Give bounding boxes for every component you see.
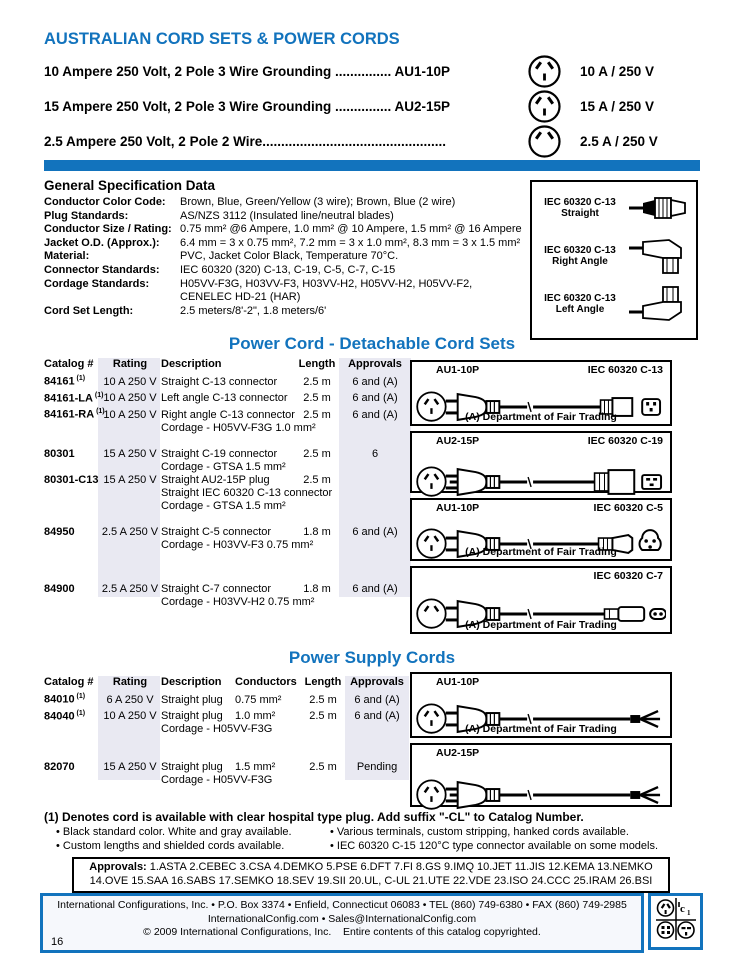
connector-style-name: IEC 60320 C-13 (544, 197, 616, 208)
spec-label: Conductor Color Code: (44, 196, 166, 208)
connector-style-type: Left Angle (555, 304, 605, 315)
footer-web-email: InternationalConfig.com • Sales@InternationalConfig.com (207, 912, 477, 925)
table-cell-desc: Cordage - H03VV-H2 0.75 mm² (161, 595, 315, 608)
table-cell-length: 2.5 m (309, 693, 337, 706)
footer-copyright: © 2009 International Configurations, Inc. Entire contents of this catalog copyrighted. (143, 926, 541, 938)
approval-caption: (A) Department of Fair Trading (465, 723, 617, 735)
page-title: AUSTRALIAN CORD SETS & POWER CORDS (44, 30, 400, 48)
rating-value: 15 A / 250 V (580, 99, 655, 114)
table-row (44, 487, 412, 500)
spec-label: Cordage Standards: (44, 277, 150, 290)
cord-image-box (410, 431, 672, 493)
table-cell-rating: 2.5 A 250 V (101, 525, 159, 538)
spec-value: Brown, Blue, Green/Yellow (3 wire); Brown, Blue (2 wire) (180, 196, 456, 208)
table-header-row (44, 358, 412, 372)
table-row (44, 448, 412, 461)
power-supply-images (410, 672, 672, 812)
spec-label (44, 291, 180, 305)
table-row (44, 596, 412, 609)
general-spec-title: General Specification Data (44, 178, 216, 193)
table-cell-desc: Cordage - GTSA 1.5 mm² (161, 460, 286, 473)
connector-type-label: IEC 60320 C-13 (587, 364, 663, 376)
table-cell-conductors: 1.0 mm² (235, 710, 276, 723)
spec-value: 2.5 meters/8'-2", 1.8 meters/6' (180, 304, 327, 317)
table-cell-approvals: 6 and (A) (352, 525, 398, 538)
table-cell-length: 1.8 m (303, 582, 331, 595)
footnote-marker: (1) (74, 375, 86, 382)
column-header: Conductors (235, 676, 297, 688)
au-socket-2pin-icon (524, 125, 564, 158)
column-header: Length (304, 676, 342, 688)
table-cell-conductors: 0.75 mm² (235, 693, 282, 706)
cord-image-box (410, 743, 672, 807)
spec-label: Jacket O.D. (Approx.): (44, 236, 160, 249)
approval-caption: (A) Department of Fair Trading (465, 411, 617, 423)
column-header: Approvals (350, 676, 404, 688)
table-cell-approvals: 6 and (A) (354, 693, 400, 706)
table-cell-rating: 2.5 A 250 V (101, 582, 159, 595)
table-cell-desc: Left angle C-13 connector (161, 392, 288, 405)
svg-text:1: 1 (686, 909, 690, 917)
connector-style-name: IEC 60320 C-13 (544, 293, 616, 304)
table-cell-catalog: 82070 (44, 761, 75, 774)
table-cell-rating: 10 A 250 V (103, 408, 157, 421)
table-row (44, 774, 410, 787)
column-header: Description (161, 676, 222, 688)
connector-type-label: IEC 60320 C-19 (587, 435, 663, 447)
table-cell-rating: 15 A 250 V (103, 761, 157, 774)
footnote-marker: (1) (94, 408, 105, 416)
table-cell-approvals: Pending (356, 761, 398, 774)
table-cell-length: 2.5 m (303, 392, 331, 405)
table-row (44, 707, 410, 724)
table-cell-desc: Straight C-5 connector (161, 525, 272, 538)
detachable-cord-sets-section (44, 358, 700, 648)
table-row (44, 539, 412, 552)
table-cell-catalog: 84161 $^{(1)}$ (44, 375, 86, 388)
approval-caption: (A) Department of Fair Trading (465, 619, 617, 631)
approvals-label: Approvals: (89, 861, 147, 873)
plug-type-label: AU2-15P (436, 435, 480, 447)
table-row (44, 372, 412, 389)
rating-value: 2.5 A / 250 V (580, 134, 658, 149)
table-row (44, 690, 410, 707)
cord-au1-c5-image (416, 524, 666, 564)
table-cell-catalog: 84161-LA $^{(1)}$ (44, 391, 104, 405)
table-cell-catalog: 84040 $^{(1)}$ (44, 709, 86, 723)
connector-type-label: IEC 60320 C-5 (593, 502, 663, 514)
footnotes (44, 810, 700, 853)
ici-logo-icon (656, 898, 696, 945)
table-row (44, 461, 412, 474)
header-summary-rows (44, 54, 684, 159)
table-cell-desc: Straight C-7 connector (161, 582, 272, 595)
column-header: Description (161, 358, 222, 370)
table-cell-length: 2.5 m (303, 473, 331, 486)
table-row (44, 526, 412, 539)
plug-type-label: AU1-10P (436, 364, 480, 376)
table-cell-desc: Cordage - H05VV-F3G (161, 723, 273, 736)
cord-image-box (410, 360, 672, 426)
column-header: Approvals (348, 358, 402, 370)
ampere-summary-row (44, 89, 684, 124)
connector-style-item (534, 184, 694, 232)
rating-value: 10 A / 250 V (580, 64, 655, 79)
cord-image-box (410, 566, 672, 634)
connector-type-label: IEC 60320 C-7 (593, 570, 663, 582)
bullet-item: • Black standard color. White and gray available. (56, 826, 292, 838)
power-supply-cords-heading: Power Supply Cords (288, 648, 456, 667)
spec-value: 0.75 mm² @6 Ampere, 1.0 mm² @ 10 Ampere, 1.5 mm² @ 16 Ampere (180, 223, 522, 236)
table-cell-catalog: 84010 $^{(1)}$ (44, 693, 86, 706)
page-number: 16 (51, 935, 64, 948)
footnote-hospital-plug: (1) Denotes cord is available with clear hospital type plug. Add suffix "-CL" to Catalog Number. (44, 810, 584, 824)
table-cell-desc: Cordage - H05VV-F3G (161, 774, 273, 787)
c13-connector-styles-box (530, 180, 698, 340)
table-row (44, 422, 412, 435)
connector-style-name: IEC 60320 C-13 (544, 245, 616, 256)
detachable-cord-sets-heading: Power Cord - Detachable Cord Sets (228, 334, 516, 353)
column-header: Rating (112, 358, 148, 370)
plug-type-label: AU1-10P (436, 502, 480, 514)
table-cell-desc: Straight plug (161, 761, 223, 774)
spec-value: PVC, Jacket Color Black, Temperature 70°C. (180, 250, 399, 263)
bullet-item: • IEC 60320 C-15 120°C type connector available on some models. (330, 839, 659, 852)
table-cell-rating: 6 A 250 V (106, 693, 154, 706)
footnote-marker: (1) (92, 391, 104, 399)
table-cell-catalog: 80301 (44, 447, 75, 460)
column-header: Rating (112, 676, 148, 688)
table-cell-desc: Straight C-13 connector (161, 375, 278, 388)
table-cell-length: 2.5 m (303, 375, 331, 388)
table-cell-desc: Straight plug (161, 693, 223, 706)
connector-style-item (534, 280, 694, 328)
table-cell-approvals: 6 and (A) (354, 710, 400, 723)
power-supply-cords-section (44, 672, 700, 810)
spec-label: Material: (44, 250, 90, 263)
bullet-row (44, 840, 700, 854)
table-cell-length: 1.8 m (303, 525, 331, 538)
column-header: Catalog # (44, 676, 94, 688)
table-row (44, 583, 412, 596)
company-logo-box (648, 893, 703, 950)
cord-au2-c19-image (416, 462, 666, 502)
ampere-summary-text: 15 Ampere 250 Volt, 2 Pole 3 Wire Grounding ............... AU2-15P (44, 99, 450, 114)
c13-right-angle-connector-icon (626, 236, 694, 276)
table-cell-approvals: 6 and (A) (352, 392, 398, 405)
au-socket-3pin-icon (524, 90, 564, 123)
footnote-marker: (1) (74, 709, 86, 717)
table-cell-desc: Straight C-19 connector (161, 447, 278, 460)
spec-value: AS/NZS 3112 (Insulated line/neutral blades) (180, 209, 394, 222)
ampere-summary-row (44, 54, 684, 89)
table-cell-conductors: 1.5 mm² (235, 761, 276, 774)
cord-image-box (410, 498, 672, 561)
plug-type-label: AU2-15P (436, 747, 480, 759)
table-cell-rating: 10 A 250 V (103, 392, 157, 405)
connector-style-item (534, 232, 694, 280)
footer-box (40, 893, 644, 953)
spec-label: Cord Set Length: (44, 304, 134, 317)
approvals-line2: 14.OVE 15.SAA 16.SABS 17.SEMKO 18.SEV 19.SII 20.UL, C-UL 21.UTE 22.VDE 23.ISO 24.CCC 25.IRAM 26.BSI (89, 874, 653, 887)
spec-value: H05VV-F3G, H03VV-F3, H03VV-H2, H05VV-H2, H05VV-F2, (180, 277, 473, 290)
approvals-line1 (74, 861, 668, 875)
power-supply-table (44, 676, 410, 787)
au-socket-3pin-icon (524, 55, 564, 88)
spec-label: Connector Standards: (44, 263, 160, 276)
spec-label: Conductor Size / Rating: (44, 223, 172, 236)
table-cell-length: 2.5 m (303, 447, 331, 460)
table-row (44, 389, 412, 406)
approvals-legend-box (72, 857, 670, 893)
table-header-row (44, 676, 410, 690)
cord-au2-wires-image (416, 775, 666, 815)
connector-style-type: Right Angle (552, 256, 608, 267)
footer-address: International Configurations, Inc. • P.O. Box 3374 • Enfield, Connecticut 06083 • TEL (860) 749-6380 • FAX (860) 749-2985 (57, 899, 627, 911)
table-cell-rating: 10 A 250 V (103, 375, 157, 388)
spec-value: IEC 60320 (320) C-13, C-19, C-5, C-7, C-15 (180, 263, 396, 276)
blue-divider-bar (44, 160, 700, 171)
table-cell-desc: Cordage - GTSA 1.5 mm² (161, 499, 286, 512)
table-cell-approvals: 6 (371, 447, 379, 460)
spec-value: CENELEC HD-21 (HAR) (180, 291, 301, 304)
bullet-item: • Custom lengths and shielded cords available. (56, 839, 285, 852)
table-cell-desc: Cordage - H05VV-F3G 1.0 mm² (161, 421, 316, 434)
spec-value: 6.4 mm = 3 x 0.75 mm², 7.2 mm = 3 x 1.0 mm², 8.3 mm = 3 x 1.5 mm² (180, 236, 521, 249)
table-cell-rating: 10 A 250 V (103, 710, 157, 723)
ampere-summary-text: 2.5 Ampere 250 Volt, 2 Pole 2 Wire................................................. (44, 134, 447, 149)
c13-straight-connector-icon (626, 191, 694, 225)
table-row (44, 405, 412, 422)
table-cell-desc: Straight IEC 60320 C-13 connector (161, 486, 333, 499)
table-cell-approvals: 6 and (A) (352, 582, 398, 595)
column-header: Length (298, 358, 336, 370)
svg-text:c: c (679, 903, 685, 915)
connector-style-type: Straight (561, 208, 599, 219)
approval-caption: (A) Department of Fair Trading (465, 546, 617, 558)
detachable-cord-images (410, 360, 672, 639)
table-cell-desc: Cordage - H03VV-F3 0.75 mm² (161, 538, 314, 551)
column-header: Catalog # (44, 358, 94, 370)
table-cell-desc: Straight AU2-15P plug (161, 473, 270, 486)
table-row (44, 500, 412, 513)
table-cell-desc: Right angle C-13 connector (161, 408, 295, 421)
ampere-summary-text: 10 Ampere 250 Volt, 2 Pole 3 Wire Grounding ............... AU1-10P (44, 64, 450, 79)
table-cell-length: 2.5 m (309, 710, 337, 723)
table-cell-approvals: 6 and (A) (352, 375, 398, 388)
bullet-row (44, 826, 700, 840)
c13-left-angle-connector-icon (626, 284, 694, 324)
ampere-summary-row (44, 124, 684, 159)
table-cell-rating: 15 A 250 V (103, 473, 157, 486)
footnote-marker: (1) (74, 693, 86, 700)
detachable-cord-table (44, 358, 412, 608)
approvals-list-1: 1.ASTA 2.CEBEC 3.CSA 4.DEMKO 5.PSE 6.DFT 7.FI 8.GS 9.IMQ 10.JET 11.JIS 12.KEMA 13.NEMKO (149, 861, 653, 873)
table-cell-rating: 15 A 250 V (103, 447, 157, 460)
table-cell-catalog: 84950 (44, 525, 75, 538)
cord-image-box (410, 672, 672, 738)
table-cell-length: 2.5 m (309, 761, 337, 774)
table-cell-catalog: 80301-C13 (44, 473, 99, 486)
table-row (44, 723, 410, 736)
bullet-item: • Various terminals, custom stripping, hanked cords available. (330, 826, 629, 838)
table-row (44, 761, 410, 774)
table-cell-catalog: 84900 (44, 582, 75, 595)
table-cell-length: 2.5 m (303, 408, 331, 421)
table-cell-approvals: 6 and (A) (352, 408, 398, 421)
plug-type-label: AU1-10P (436, 676, 480, 688)
spec-label: Plug Standards: (44, 209, 129, 222)
table-row (44, 474, 412, 487)
table-cell-catalog: 84161-RA $^{(1)}$ (44, 408, 105, 421)
general-spec-section (44, 178, 700, 318)
table-cell-desc: Straight plug (161, 710, 223, 723)
